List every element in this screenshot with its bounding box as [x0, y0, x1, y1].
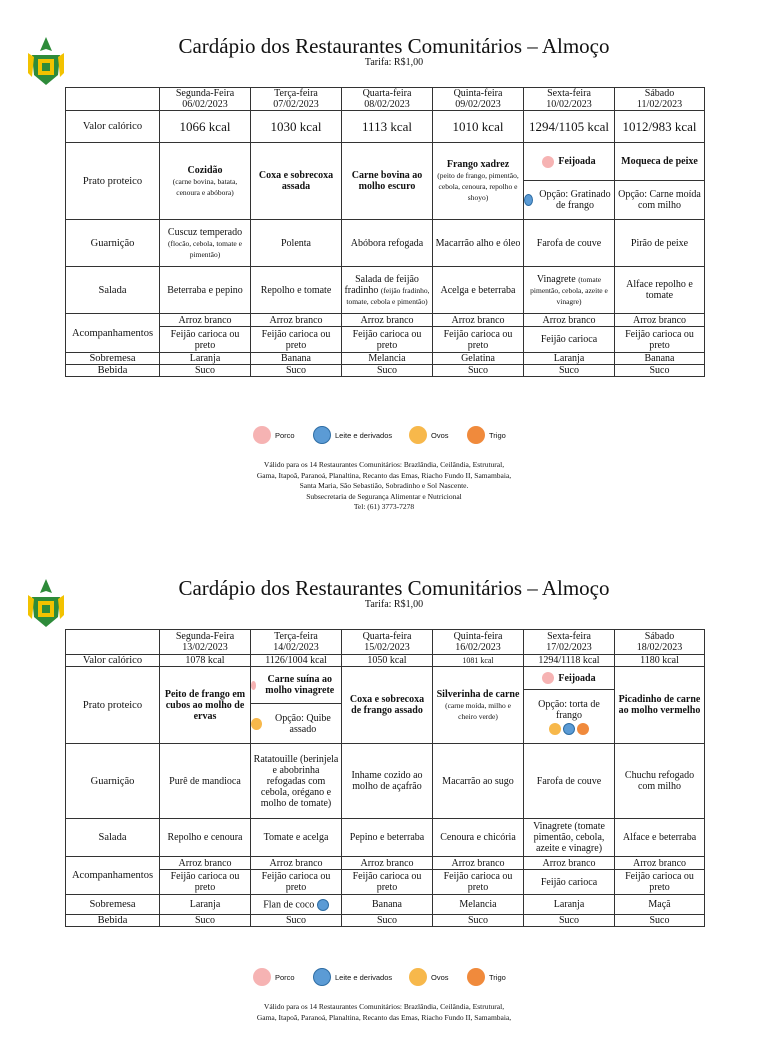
row-header: Sobremesa: [66, 353, 160, 365]
kcal-cell: 1294/1118 kcal: [524, 655, 615, 667]
tarifa-text: Tarifa: R$1,00: [364, 57, 424, 68]
arroz-cell: Arroz branco: [342, 857, 433, 870]
sobremesa-cell: Laranja: [160, 895, 251, 915]
sobremesa-cell: Banana: [251, 353, 342, 365]
kcal-cell: 1113 kcal: [342, 111, 433, 143]
guarnicao-cell: Inhame cozido ao molho de açafrão: [342, 744, 433, 819]
tarifa-text: Tarifa: R$1,00: [364, 599, 424, 610]
day-header: Sexta-feira 17/02/2023: [524, 630, 615, 655]
salada-cell: Alface e beterraba: [615, 819, 705, 857]
wheat-icon: [577, 723, 589, 735]
arroz-cell: Arroz branco: [342, 314, 433, 327]
guarnicao-cell: Abóbora refogada: [342, 220, 433, 267]
bebida-cell: Suco: [342, 915, 433, 927]
salada-row: [66, 267, 705, 314]
feijao-cell: Feijão carioca ou preto: [342, 870, 433, 895]
page-title: Cardápio dos Restaurantes Comunitários – Almoço: [178, 34, 610, 58]
day-header: Quarta-feira 15/02/2023: [342, 630, 433, 655]
sobremesa-row: [66, 895, 705, 915]
prato-cell-split: Moqueca de peixe Opção: Carne moída com milho: [615, 143, 705, 220]
legend-label: Porco: [275, 972, 295, 982]
prato-cell: Coxa e sobrecoxa assada: [251, 143, 342, 220]
allergen-legend: [253, 967, 533, 991]
salada-row: [66, 819, 705, 857]
sobremesa-cell: Gelatina: [433, 353, 524, 365]
sobremesa-cell: Laranja: [160, 353, 251, 365]
prato-cell: Carne bovina ao molho escuro: [342, 143, 433, 220]
feijao-row: [66, 327, 705, 353]
feijao-cell: Feijão carioca ou preto: [615, 327, 705, 353]
guarnicao-row: [66, 220, 705, 267]
feijao-cell: Feijão carioca ou preto: [251, 870, 342, 895]
day-header: Terça-feira 14/02/2023: [251, 630, 342, 655]
kcal-cell: 1066 kcal: [160, 111, 251, 143]
arroz-cell: Arroz branco: [615, 314, 705, 327]
prato-cell: Cozidão (carne bovina, batata, cenoura e abóbora): [160, 143, 251, 220]
row-header: Sobremesa: [66, 895, 160, 915]
prato-cell-split: Feijoada Opção: torta de frango: [524, 667, 615, 744]
feijao-cell: Feijão carioca ou preto: [342, 327, 433, 353]
sobremesa-cell: Banana: [342, 895, 433, 915]
salada-cell: Tomate e acelga: [251, 819, 342, 857]
kcal-cell: 1010 kcal: [433, 111, 524, 143]
salada-cell: Acelga e beterraba: [433, 267, 524, 314]
row-header: Bebida: [66, 365, 160, 377]
guarnicao-cell: Pirão de peixe: [615, 220, 705, 267]
row-header: Bebida: [66, 915, 160, 927]
menu-table: [65, 629, 705, 927]
milk-icon: [563, 723, 575, 735]
milk-icon: [317, 899, 329, 911]
kcal-cell: 1180 kcal: [615, 655, 705, 667]
legend-label: Leite e derivados: [335, 972, 393, 982]
guarnicao-cell: Ratatouille (berinjela e abobrinha refogadas com cebola, orégano e molho de tomate): [251, 744, 342, 819]
row-header: Acompanhamentos: [66, 857, 160, 895]
feijao-cell: Feijão carioca ou preto: [433, 870, 524, 895]
day-header-row: [66, 630, 705, 655]
menu-page-week-1: [0, 0, 768, 512]
menu-table: [65, 87, 705, 377]
sobremesa-cell: Maçã: [615, 895, 705, 915]
salada-cell: Repolho e cenoura: [160, 819, 251, 857]
arroz-cell: Arroz branco: [251, 314, 342, 327]
row-header: Prato proteico: [66, 667, 160, 744]
footer-text: Válido para os 14 Restaurantes Comunitários: Brazlândia, Ceilândia, Estrutural, Gama, Itapoã, Paranoá, Planaltina, Recanto das Emas, Riacho Fundo II, Samambaia, Santa Maria, São Sebastião, Sobradinho e Sol Nascente. Subsecretaria de Segurança Alimentar e Nutricional Tel: (61) 3773-7278: [256, 460, 512, 511]
salada-cell: Cenoura e chicória: [433, 819, 524, 857]
guarnicao-cell: Farofa de couve: [524, 744, 615, 819]
pork-icon: [251, 681, 256, 690]
guarnicao-cell: Cuscuz temperado (flocão, cebola, tomate e pimentão): [160, 220, 251, 267]
feijao-cell: Feijão carioca ou preto: [615, 870, 705, 895]
legend-label: Trigo: [489, 972, 506, 982]
legend-label: Ovos: [431, 430, 449, 440]
guarnicao-cell: Farofa de couve: [524, 220, 615, 267]
pork-icon: [253, 968, 271, 986]
row-header: Valor calórico: [66, 111, 160, 143]
day-header: Segunda-Feira 13/02/2023: [160, 630, 251, 655]
day-header: Quinta-feira 09/02/2023: [433, 88, 524, 111]
pork-icon: [542, 156, 554, 168]
prato-row: [66, 143, 705, 220]
day-header: Sexta-feira 10/02/2023: [524, 88, 615, 111]
bebida-cell: Suco: [251, 365, 342, 377]
kcal-cell: 1294/1105 kcal: [524, 111, 615, 143]
arroz-cell: Arroz branco: [433, 314, 524, 327]
row-header: Acompanhamentos: [66, 314, 160, 353]
prato-cell: Picadinho de carne ao molho vermelho: [615, 667, 705, 744]
day-header: Sábado 11/02/2023: [615, 88, 705, 111]
feijao-cell: Feijão carioca ou preto: [433, 327, 524, 353]
row-header: Prato proteico: [66, 143, 160, 220]
legend-label: Porco: [275, 430, 295, 440]
day-header: Quinta-feira 16/02/2023: [433, 630, 524, 655]
wheat-icon: [467, 968, 485, 986]
sobremesa-cell: Laranja: [524, 895, 615, 915]
salada-cell: Salada de feijão fradinho (feijão fradinho, tomate, cebola e pimentão): [342, 267, 433, 314]
page-title: Cardápio dos Restaurantes Comunitários – Almoço: [178, 576, 610, 600]
milk-icon: [313, 968, 331, 986]
kcal-cell: 1081 kcal: [433, 655, 524, 667]
allergen-legend: [253, 425, 533, 449]
legend-label: Leite e derivados: [335, 430, 393, 440]
arroz-cell: Arroz branco: [524, 314, 615, 327]
sobremesa-row: [66, 353, 705, 365]
legend-label: Trigo: [489, 430, 506, 440]
arroz-cell: Arroz branco: [160, 314, 251, 327]
arroz-row: [66, 857, 705, 870]
feijao-cell: Feijão carioca ou preto: [160, 870, 251, 895]
kcal-cell: 1126/1004 kcal: [251, 655, 342, 667]
menu-page-week-2: [0, 542, 768, 1054]
bebida-cell: Suco: [615, 365, 705, 377]
feijao-row: [66, 870, 705, 895]
bebida-cell: Suco: [342, 365, 433, 377]
prato-cell-split: Feijoada Opção: Gratinado de frango: [524, 143, 615, 220]
bebida-cell: Suco: [433, 915, 524, 927]
kcal-cell: 1050 kcal: [342, 655, 433, 667]
arroz-cell: Arroz branco: [251, 857, 342, 870]
bebida-cell: Suco: [433, 365, 524, 377]
corner-cell: [66, 630, 160, 655]
salada-cell: Pepino e beterraba: [342, 819, 433, 857]
bebida-cell: Suco: [251, 915, 342, 927]
feijao-cell: Feijão carioca: [524, 327, 615, 353]
bebida-cell: Suco: [615, 915, 705, 927]
day-header: Sábado 18/02/2023: [615, 630, 705, 655]
salada-cell: Vinagrete (tomate pimentão, cebola, azeite e vinagre): [524, 267, 615, 314]
guarnicao-cell: Chuchu refogado com milho: [615, 744, 705, 819]
sobremesa-cell: Banana: [615, 353, 705, 365]
salada-cell: Beterraba e pepino: [160, 267, 251, 314]
prato-row: [66, 667, 705, 744]
bebida-cell: Suco: [160, 365, 251, 377]
kcal-cell: 1078 kcal: [160, 655, 251, 667]
prato-cell-split: Carne suína ao molho vinagrete Opção: Quibe assado: [251, 667, 342, 744]
milk-icon: [524, 194, 533, 206]
day-header-row: [66, 88, 705, 111]
egg-icon: [549, 723, 561, 735]
salada-cell: Repolho e tomate: [251, 267, 342, 314]
bebida-cell: Suco: [524, 365, 615, 377]
arroz-cell: Arroz branco: [615, 857, 705, 870]
bebida-row: [66, 915, 705, 927]
guarnicao-cell: Purê de mandioca: [160, 744, 251, 819]
egg-icon: [251, 718, 262, 730]
guarnicao-cell: Polenta: [251, 220, 342, 267]
arroz-row: [66, 314, 705, 327]
day-header: Terça-feira 07/02/2023: [251, 88, 342, 111]
egg-icon: [409, 968, 427, 986]
sobremesa-cell: Flan de coco: [251, 895, 342, 915]
feijao-cell: Feijão carioca ou preto: [251, 327, 342, 353]
kcal-cell: 1012/983 kcal: [615, 111, 705, 143]
sobremesa-cell: Melancia: [342, 353, 433, 365]
prato-cell: Peito de frango em cubos ao molho de ervas: [160, 667, 251, 744]
row-header: Salada: [66, 267, 160, 314]
feijao-cell: Feijão carioca: [524, 870, 615, 895]
feijao-cell: Feijão carioca ou preto: [160, 327, 251, 353]
prato-cell: Silverinha de carne (carne moída, milho e cheiro verde): [433, 667, 524, 744]
bebida-cell: Suco: [160, 915, 251, 927]
pork-icon: [253, 426, 271, 444]
milk-icon: [313, 426, 331, 444]
footer-text: Válido para os 14 Restaurantes Comunitários: Brazlândia, Ceilândia, Estrutural, Gama, Itapoã, Paranoá, Planaltina, Recanto das Emas, Riacho Fundo II, Samambaia,: [256, 1002, 512, 1022]
legend-label: Ovos: [431, 972, 449, 982]
bebida-row: [66, 365, 705, 377]
guarnicao-row: [66, 744, 705, 819]
salada-cell: Vinagrete (tomate pimentão, cebola, azeite e vinagre): [524, 819, 615, 857]
egg-icon: [409, 426, 427, 444]
sobremesa-cell: Melancia: [433, 895, 524, 915]
kcal-row: [66, 655, 705, 667]
arroz-cell: Arroz branco: [524, 857, 615, 870]
pork-icon: [542, 672, 554, 684]
prato-cell: Frango xadrez (peito de frango, pimentão, cebola, cenoura, repolho e shoyo): [433, 143, 524, 220]
corner-cell: [66, 88, 160, 111]
guarnicao-cell: Macarrão alho e óleo: [433, 220, 524, 267]
salada-cell: Alface repolho e tomate: [615, 267, 705, 314]
day-header: Quarta-feira 08/02/2023: [342, 88, 433, 111]
kcal-row: [66, 111, 705, 143]
arroz-cell: Arroz branco: [433, 857, 524, 870]
row-header: Guarnição: [66, 744, 160, 819]
row-header: Guarnição: [66, 220, 160, 267]
day-header: Segunda-Feira 06/02/2023: [160, 88, 251, 111]
guarnicao-cell: Macarrão ao sugo: [433, 744, 524, 819]
sobremesa-cell: Laranja: [524, 353, 615, 365]
wheat-icon: [467, 426, 485, 444]
row-header: Salada: [66, 819, 160, 857]
kcal-cell: 1030 kcal: [251, 111, 342, 143]
bebida-cell: Suco: [524, 915, 615, 927]
prato-cell: Coxa e sobrecoxa de frango assado: [342, 667, 433, 744]
row-header: Valor calórico: [66, 655, 160, 667]
arroz-cell: Arroz branco: [160, 857, 251, 870]
